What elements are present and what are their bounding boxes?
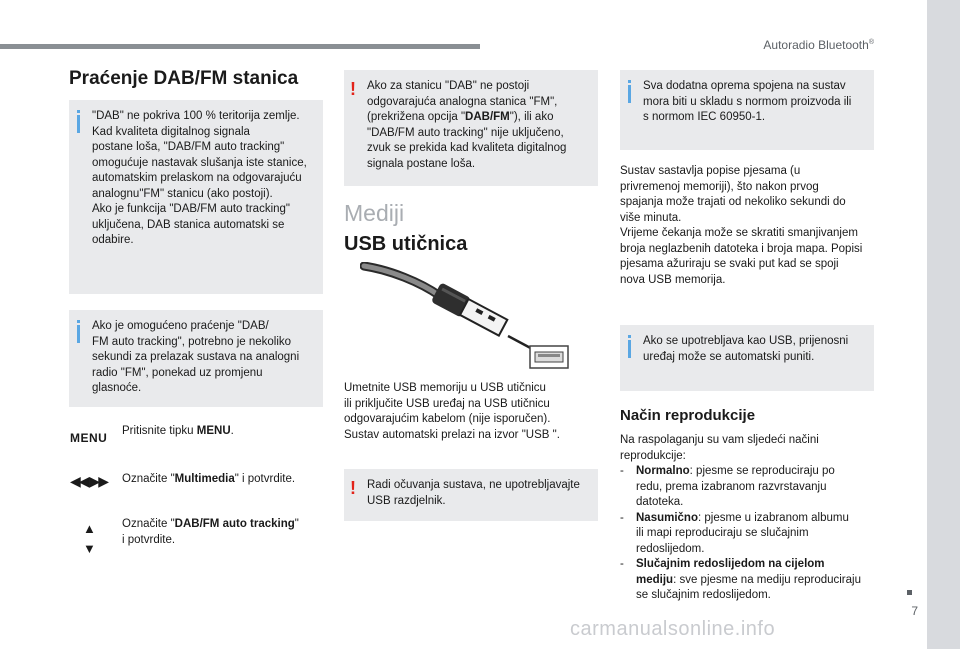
header-bar: [0, 44, 480, 49]
menu-key-icon: MENU: [70, 431, 108, 445]
warning-line: (prekrižena opcija "DAB/FM"), ili ako: [367, 111, 554, 123]
info-line: automatskim prelaskom na odgovarajuću: [92, 172, 302, 184]
info-line: Sva dodatna oprema spojena na sustav: [643, 80, 846, 92]
step-select-multimedia: Označite "Multimedia" i potvrdite.: [122, 473, 296, 485]
section-title-dab-fm: Praćenje DAB/FM stanica: [69, 68, 299, 89]
warning-icon: !: [350, 79, 356, 99]
info-box-iec-norm: [620, 70, 874, 150]
list-item: - Slučajnim redoslijedom na cijelom mediju: sve pjesme na mediju reproduciraju se slučajnim redoslijedom.: [620, 557, 880, 604]
info-line: odabire.: [92, 234, 134, 246]
info-line: Kad kvaliteta digitalnog signala: [92, 125, 250, 138]
info-line: Ako je omogućeno praćenje "DAB/: [92, 320, 269, 332]
up-arrow-icon: ▲: [83, 521, 96, 536]
warning-box-usb-hub: [344, 469, 598, 521]
info-box-charging: [620, 325, 874, 391]
info-line: omogućuje nastavak slušanja iste stanice,: [92, 156, 307, 169]
warning-line: odgovarajuća analogna stanica "FM",: [367, 95, 558, 108]
info-line: glasnoće.: [92, 382, 142, 394]
warning-line: USB razdjelnik.: [367, 494, 446, 507]
info-line: sekundi za prelazak sustava na analogni: [92, 351, 300, 363]
playlist-paragraph: Sustav sastavlja popise pjesama (u privremenoj memoriji), što nakon prvog spajanja može trajati od nekoliko sekundi do više minuta. Vrijeme čekanja može se skratiti smanjivanjem broja neglazbenih datoteka i broja mapa. Popisi pjesama ažuriraju se svaki put kad se spoji nova USB memorija.: [620, 165, 863, 286]
info-line: s normom IEC 60950-1.: [643, 111, 766, 123]
step-press-menu: Pritisnite tipku MENU.: [122, 425, 234, 437]
list-item: - Nasumično: pjesme u izabranom albumu ili mapi reproduciraju se slučajnim redoslijedom.: [620, 511, 880, 558]
page-number: 7: [911, 604, 918, 618]
info-line: mora biti u skladu s normom proizvoda ili: [643, 95, 852, 108]
info-line: "DAB" ne pokriva 100 % teritorija zemlje.: [92, 110, 300, 122]
warning-box-no-fm: [344, 70, 598, 186]
warning-line: Ako za stanicu "DAB" ne postoji: [367, 80, 530, 92]
info-line: postane loša, "DAB/FM auto tracking": [92, 141, 285, 153]
side-strip: [927, 0, 960, 649]
warning-line: zvuk se prekida kad kvaliteta digitalnog: [367, 142, 567, 154]
usb-plug-illustration: [360, 262, 574, 374]
watermark: carmanualsonline.info: [570, 618, 776, 640]
info-line: radio "FM", ponekad uz promjenu: [92, 366, 263, 379]
info-line: analognu"FM" stanicu (ako postoji).: [92, 187, 273, 200]
warning-icon: !: [350, 478, 356, 498]
usb-title: USB utičnica: [344, 233, 468, 255]
left-right-arrows-icon: ◀◀ ▶▶: [70, 473, 107, 489]
page-marker: [907, 590, 912, 595]
info-line: Ako je funkcija "DAB/FM auto tracking": [92, 203, 290, 215]
info-line: uključena, DAB stanica automatski se: [92, 218, 285, 231]
info-line: uređaj može se automatski puniti.: [643, 350, 815, 363]
info-line: Ako se upotrebljava kao USB, prijenosni: [643, 335, 849, 347]
playback-mode-title: Način reprodukcije: [620, 407, 756, 424]
usb-instructions: Umetnite USB memoriju u USB utičnicu ili priključite USB uređaj na USB utičnicu odgovarajućim kabelom (nije isporučen). Sustav automatski prelazi na izvor "USB ".: [344, 382, 560, 441]
section-heading-media: Mediji: [344, 200, 405, 226]
down-arrow-icon: ▼: [83, 541, 96, 556]
warning-line: signala postane loša.: [367, 157, 476, 170]
header-title: Autoradio Bluetooth®: [763, 38, 874, 52]
warning-line: "DAB/FM auto tracking" nije uključeno,: [367, 126, 564, 139]
list-item: - Normalno: pjesme se reproduciraju po redu, prema izabranom razvrstavanju datoteka.: [620, 464, 880, 511]
warning-line: Radi očuvanja sustava, ne upotrebljavajte: [367, 479, 580, 491]
step-select-tracking: Označite "DAB/FM auto tracking" i potvrdite.: [122, 518, 299, 546]
info-line: FM auto tracking", potrebno je nekoliko: [92, 335, 292, 348]
info-box-tracking-delay: [69, 310, 323, 407]
info-box-dab-coverage: [69, 100, 323, 294]
playback-mode-intro: Na raspolaganju su vam sljedeći načini reprodukcije:: [620, 434, 819, 462]
playback-mode-list: [620, 464, 880, 604]
